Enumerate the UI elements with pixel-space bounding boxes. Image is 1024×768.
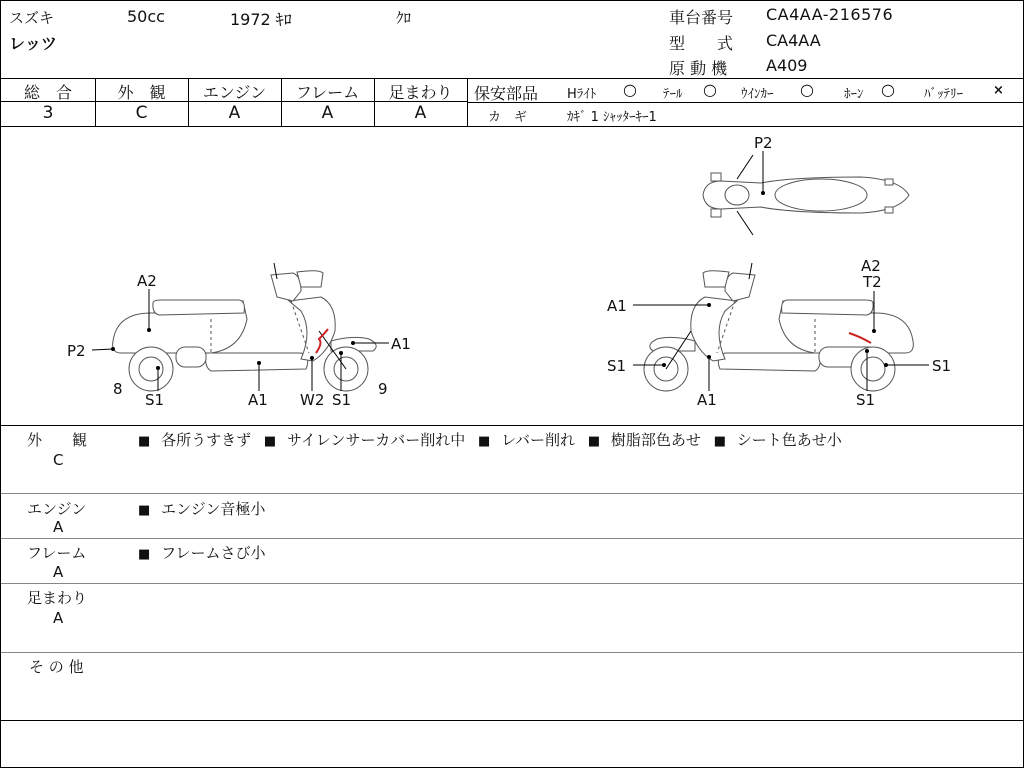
safety-label-headlight: Hﾗｲﾄ xyxy=(567,87,597,102)
bullet: ■ xyxy=(478,434,491,449)
divider xyxy=(1,720,1023,721)
label-a1-floor: A1 xyxy=(248,391,268,409)
remark-notes-frame xyxy=(138,542,265,563)
maker: スズキ xyxy=(9,9,55,27)
divider xyxy=(1,78,1023,79)
bullet: ■ xyxy=(138,547,151,562)
note: 各所うすきず xyxy=(161,431,252,449)
divider xyxy=(468,102,1023,103)
safety-label-horn: ﾎｰﾝ xyxy=(844,87,864,102)
divider xyxy=(1,425,1023,426)
safety-label-tail: ﾃｰﾙ xyxy=(663,87,683,102)
bullet: ■ xyxy=(138,434,151,449)
bullet: ■ xyxy=(263,434,277,449)
divider xyxy=(467,78,468,126)
label-s1-right: S1 xyxy=(932,357,952,375)
remark-label-exterior: 外 観 xyxy=(27,431,88,449)
mileage: 1972 ｷﾛ xyxy=(230,10,292,29)
type-value: CA4AA xyxy=(766,31,821,50)
note: エンジン音極小 xyxy=(161,500,266,518)
model-name: レッツ xyxy=(9,34,57,53)
safety-title: 保安部品 xyxy=(474,84,539,103)
divider xyxy=(1,583,1023,584)
label-w2: W2 xyxy=(300,391,325,409)
bullet: ■ xyxy=(138,503,151,518)
label-t2-right: T2 xyxy=(863,273,882,291)
grade-label-exterior: 外 観 xyxy=(117,83,166,102)
key-label: カ ギ xyxy=(488,110,528,125)
divider xyxy=(1,652,1023,653)
grade-value-engine: A xyxy=(228,103,241,123)
safety-mark-winker: ○ xyxy=(800,80,814,99)
note: 樹脂部色あせ xyxy=(610,431,701,449)
remark-label-suspension: 足まわり xyxy=(27,589,88,607)
key-value: ｶｷﾞ 1 ｼｬｯﾀｰｷｰ1 xyxy=(567,110,657,125)
label-a2-right: A2 xyxy=(861,257,881,275)
note: サイレンサーカバー削れ中 xyxy=(286,431,466,449)
grade-value-frame: A xyxy=(321,103,334,123)
note: フレームさび小 xyxy=(161,544,266,562)
remark-label-frame: フレーム xyxy=(27,544,87,562)
scooter-right-view xyxy=(633,263,929,391)
displacement: 50cc xyxy=(127,7,165,26)
divider xyxy=(1,126,1023,127)
grade-label-engine: エンジン xyxy=(202,83,267,102)
scooter-diagram xyxy=(1,128,1023,425)
remark-label-engine: エンジン xyxy=(27,500,87,518)
label-s1-rear: S1 xyxy=(145,391,165,409)
color: ｸﾛ xyxy=(396,9,412,27)
label-s1-front: S1 xyxy=(332,391,352,409)
remark-grade-suspension: A xyxy=(53,609,64,627)
safety-mark-headlight: ○ xyxy=(623,80,637,99)
safety-label-winker: ｳｲﾝｶｰ xyxy=(741,87,774,102)
label-a1-top-right: A1 xyxy=(607,297,627,315)
frame-no: CA4AA-216576 xyxy=(766,5,894,24)
remark-notes-engine xyxy=(138,498,265,519)
note: レバー削れ xyxy=(501,431,576,449)
grade-value-overall: 3 xyxy=(42,103,54,123)
label-9: 9 xyxy=(378,380,388,398)
engine-value: A409 xyxy=(766,56,808,75)
label-a1-bottom-right: A1 xyxy=(697,391,717,409)
label-8: 8 xyxy=(113,380,123,398)
grade-value-exterior: C xyxy=(135,103,148,123)
divider xyxy=(1,493,1023,494)
label-p2-left: P2 xyxy=(67,342,86,360)
label-s1-bottom-right: S1 xyxy=(856,391,876,409)
remark-notes-exterior xyxy=(138,429,842,450)
label-a2-left: A2 xyxy=(137,272,157,290)
remark-grade-frame: A xyxy=(53,563,64,581)
divider xyxy=(1,538,1023,539)
grade-label-overall: 総 合 xyxy=(23,83,72,102)
grade-value-suspension: A xyxy=(414,103,427,123)
grade-label-suspension: 足まわり xyxy=(388,83,453,102)
grade-label-frame: フレーム xyxy=(295,83,360,102)
safety-mark-horn: ○ xyxy=(881,80,895,99)
type-label: 型 式 xyxy=(669,34,734,53)
bullet: ■ xyxy=(587,434,601,449)
frame-no-label: 車台番号 xyxy=(669,8,734,27)
damage-diagram xyxy=(1,128,1023,425)
safety-mark-battery: × xyxy=(993,83,1004,98)
safety-label-battery: ﾊﾞｯﾃﾘｰ xyxy=(924,87,963,102)
scooter-top-view xyxy=(703,151,909,235)
label-a1-front: A1 xyxy=(391,335,411,353)
label-s1-front-right: S1 xyxy=(607,357,627,375)
label-p2-top: P2 xyxy=(754,134,773,152)
engine-label: 原 動 機 xyxy=(669,59,728,78)
remark-label-other: そ の 他 xyxy=(29,658,84,676)
bullet: ■ xyxy=(713,434,726,449)
remark-grade-exterior: C xyxy=(53,451,64,469)
safety-mark-tail: ○ xyxy=(703,80,717,99)
remark-grade-engine: A xyxy=(53,518,64,536)
note: シート色あせ小 xyxy=(736,431,842,449)
